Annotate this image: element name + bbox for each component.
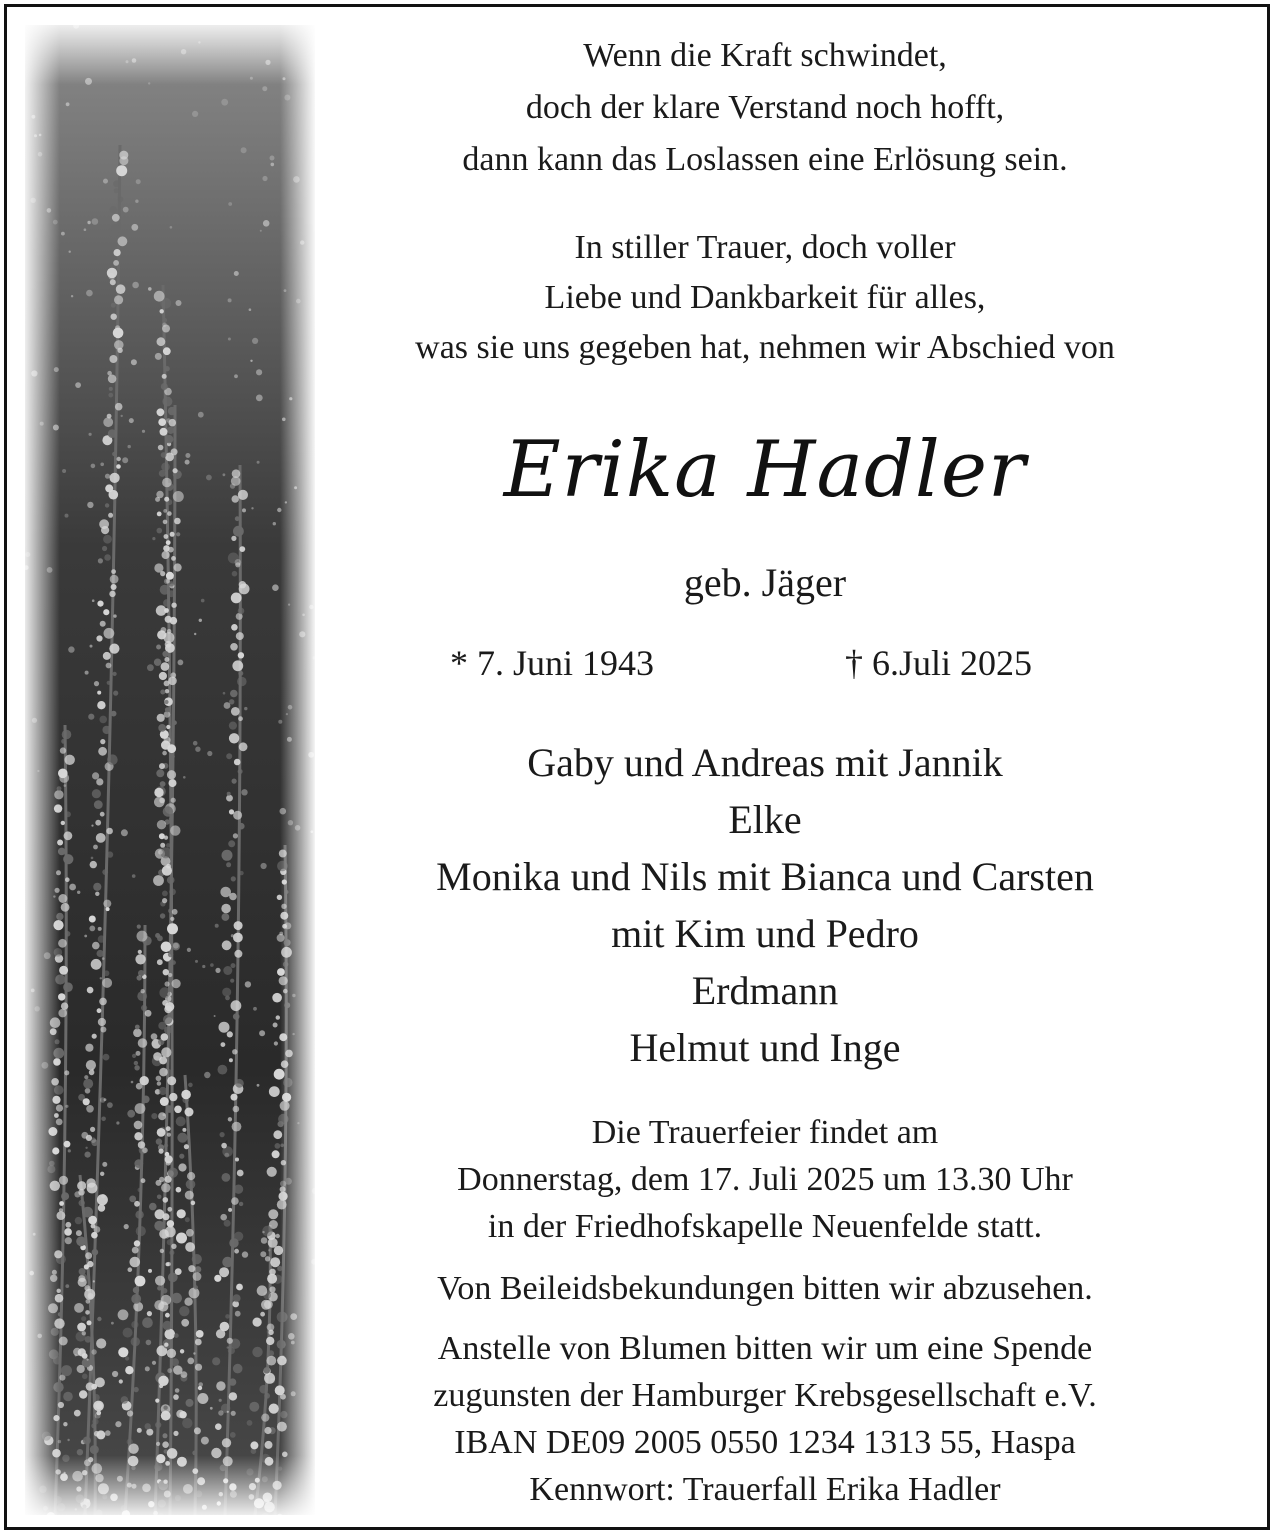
- family-line-2: Elke: [728, 797, 802, 842]
- ceremony-line-2: Donnerstag, dem 17. Juli 2025 um 13.30 Uhr: [457, 1161, 1073, 1198]
- donation-line-2: zugunsten der Hamburger Krebsgesellschaft e.V.: [433, 1377, 1097, 1414]
- death-date: † 6.Juli 2025: [845, 643, 1033, 683]
- notice-text: [315, 7, 1215, 1530]
- family-line-1: Gaby und Andreas mit Jannik: [527, 740, 1003, 785]
- ceremony-line-1: Die Trauerfeier findet am: [591, 1114, 939, 1151]
- deceased-name: Erika Hadler: [503, 425, 1027, 515]
- condolence-note: Von Beileidsbekundungen bitten wir abzusehen.: [437, 1270, 1093, 1307]
- verse-line-3: dann kann das Loslassen eine Erlösung sein.: [462, 141, 1068, 178]
- intro-line-2: Liebe und Dankbarkeit für alles,: [544, 279, 986, 316]
- verse-line-2: doch der klare Verstand noch hofft,: [525, 89, 1005, 126]
- intro-line-3: was sie uns gegeben hat, nehmen wir Abschied von: [415, 329, 1115, 366]
- family-line-6: Helmut und Inge: [629, 1025, 901, 1070]
- family-line-5: Erdmann: [691, 968, 839, 1013]
- birth-name: geb. Jäger: [683, 560, 847, 605]
- donation-line-1: Anstelle von Blumen bitten wir um eine Spende: [437, 1330, 1093, 1367]
- obituary-notice: [4, 4, 1270, 1530]
- intro-line-1: In stiller Trauer, doch voller: [574, 229, 956, 266]
- donation-line-3: IBAN DE09 2005 0550 1234 1313 55, Haspa: [454, 1424, 1076, 1461]
- verse-line-1: Wenn die Kraft schwindet,: [583, 37, 947, 74]
- family-line-3: Monika und Nils mit Bianca und Carsten: [436, 854, 1094, 899]
- birth-date: * 7. Juni 1943: [450, 643, 655, 683]
- ceremony-line-3: in der Friedhofskapelle Neuenfelde statt.: [487, 1208, 1043, 1245]
- family-line-4: mit Kim und Pedro: [611, 911, 919, 956]
- heather-photo: [25, 25, 315, 1515]
- donation-line-4: Kennwort: Trauerfall Erika Hadler: [529, 1471, 1001, 1508]
